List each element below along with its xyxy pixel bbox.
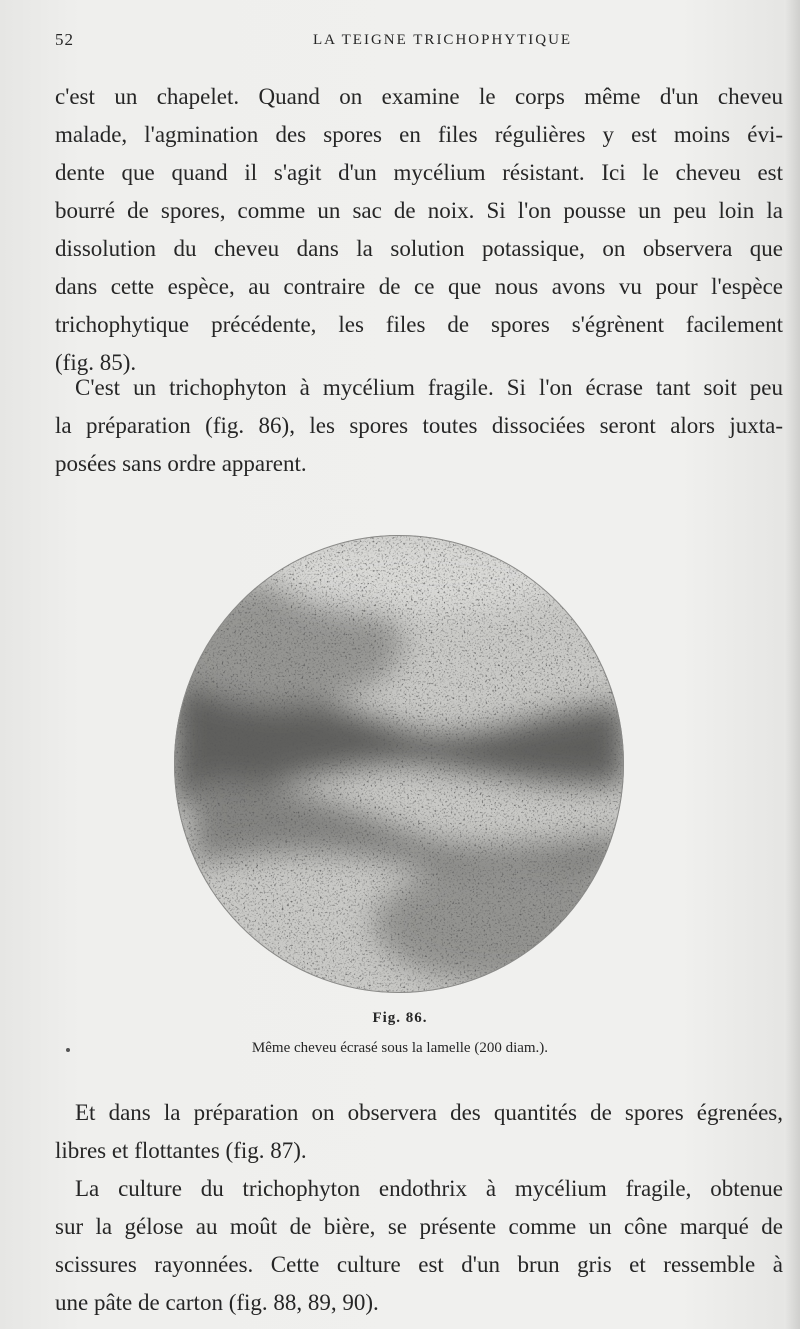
paragraph-1 (55, 78, 783, 382)
text-line: C'est un trichophyton à mycélium fragile. Si l'on écrase tant soit peu (75, 375, 783, 400)
page-edge-shadow (784, 0, 800, 1329)
paragraph-4 (55, 1170, 783, 1322)
micrograph-image (173, 534, 625, 994)
micrograph-figure (173, 534, 625, 994)
text-line: malade, l'agmination des spores en files régulières y est moins évi- (55, 122, 783, 147)
text-line: dans cette espèce, au contraire de ce que nous avons vu pour l'espèce (55, 274, 783, 299)
text-line: La culture du trichophyton endothrix à mycélium fragile, obtenue (75, 1176, 783, 1201)
figure-caption: Même cheveu écrasé sous la lamelle (200 diam.). (251, 1040, 549, 1056)
running-title: LA TEIGNE TRICHOPHYTIQUE (313, 32, 573, 48)
text-line: c'est un chapelet. Quand on examine le corps même d'un cheveu (55, 84, 783, 109)
text-line: bourré de spores, comme un sac de noix. Si l'on pousse un peu loin la (55, 198, 783, 223)
text-line: scissures rayonnées. Cette culture est d'un brun gris et ressemble à (55, 1252, 783, 1277)
text-line: posées sans ordre apparent. (55, 451, 307, 476)
text-line: libres et flottantes (fig. 87). (55, 1138, 307, 1163)
paragraph-3 (55, 1094, 783, 1170)
text-line: (fig. 85). (55, 350, 137, 375)
text-line: dissolution du cheveu dans la solution potassique, on observera que (55, 236, 783, 261)
paragraph-2 (55, 369, 783, 483)
text-line: la préparation (fig. 86), les spores toutes dissociées seront alors juxta- (55, 413, 783, 438)
page-header (55, 30, 760, 54)
text-line: une pâte de carton (fig. 88, 89, 90). (55, 1290, 379, 1315)
text-line: Et dans la préparation on observera des quantités de spores égrenées, (75, 1100, 783, 1125)
text-line: sur la gélose au moût de bière, se présente comme un cône marqué de (55, 1214, 783, 1239)
text-line: dente que quand il s'agit d'un mycélium résistant. Ici le cheveu est (55, 160, 783, 185)
text-line: trichophytique précédente, les files de spores s'égrènent facilement (55, 312, 783, 337)
figure-label: Fig. 86. (372, 1010, 428, 1026)
page-number: 52 (55, 30, 74, 49)
